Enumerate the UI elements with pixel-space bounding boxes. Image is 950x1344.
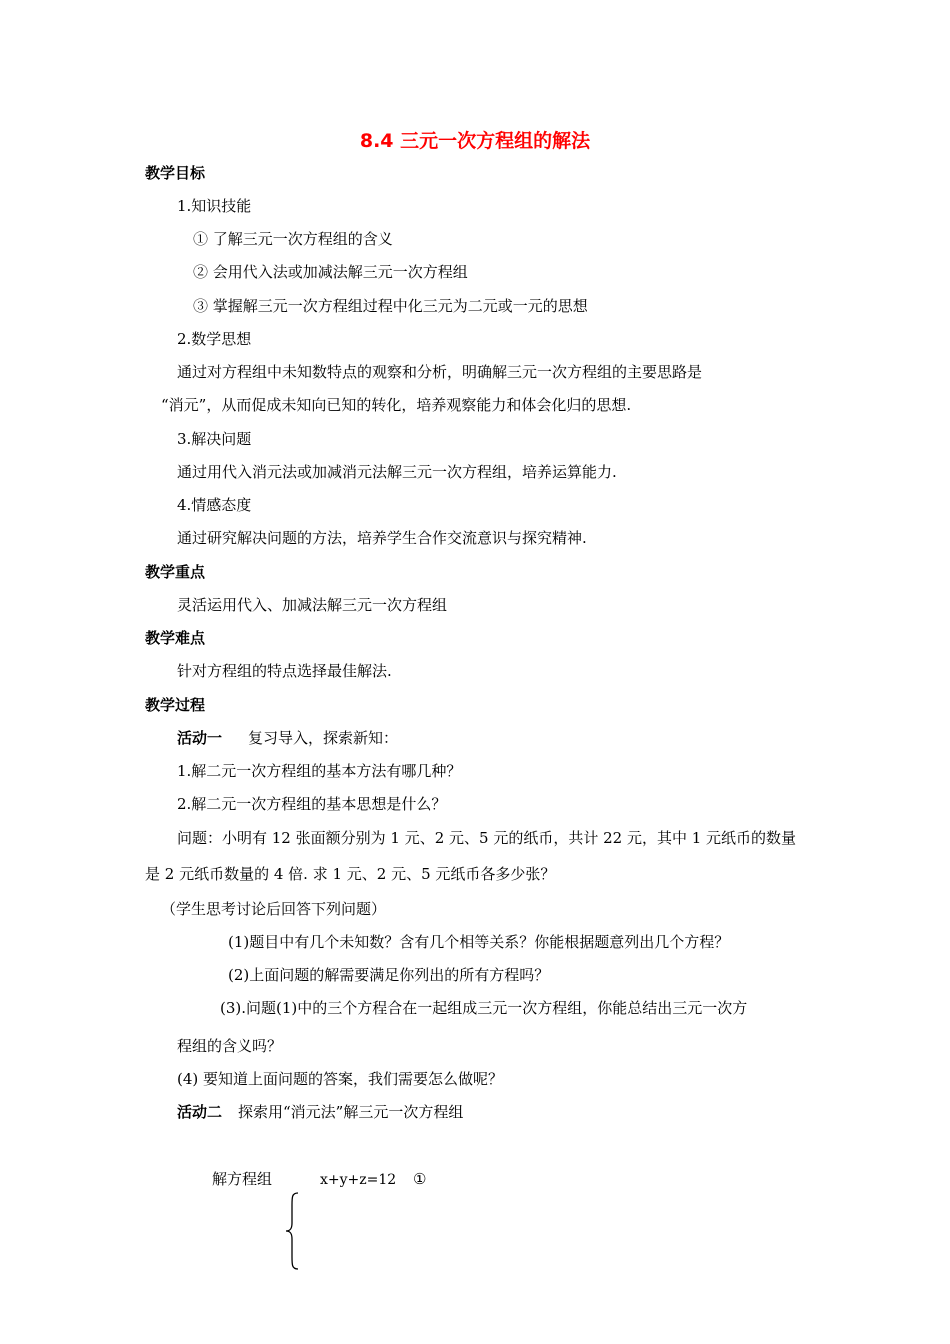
objectives-heading: 教学目标 xyxy=(145,164,206,182)
solve-system-label: 解方程组 xyxy=(212,1170,273,1188)
discussion-question-2: (2)上面问题的解需要满足你列出的所有方程吗？ xyxy=(228,966,550,984)
discussion-question-3-line-1: (3).问题(1)中的三个方程合在一起组成三元一次方程组，你能总结出三元一次方 xyxy=(220,999,748,1017)
equation-1: x+y+z=12 xyxy=(320,1172,397,1188)
word-problem-line-1: 问题：小明有 12 张面额分别为 1 元、2 元、5 元的纸币，共计 22 元，其中 1 元纸币的数量 xyxy=(177,829,797,847)
discussion-question-1: (1)题目中有几个未知数？含有几个相等关系？你能根据题意列出几个方程？ xyxy=(228,933,730,951)
problem-solving-text: 通过用代入消元法或加减消元法解三元一次方程组，培养运算能力. xyxy=(177,463,617,481)
skill-item-1: ① 了解三元一次方程组的含义 xyxy=(193,230,393,248)
skill-item-2: ② 会用代入法或加减法解三元一次方程组 xyxy=(193,263,468,281)
thinking-text-line-1: 通过对方程组中未知数特点的观察和分析，明确解三元一次方程组的主要思路是 xyxy=(177,363,703,381)
skill-item-3: ③ 掌握解三元一次方程组过程中化三元为二元或一元的思想 xyxy=(193,297,588,315)
activity-1 xyxy=(177,728,398,748)
activity-2-label: 活动二 xyxy=(177,1103,223,1121)
key-points-text: 灵活运用代入、加减法解三元一次方程组 xyxy=(177,596,448,614)
attitude-text: 通过研究解决问题的方法，培养学生合作交流意识与探究精神. xyxy=(177,529,587,547)
activity-2 xyxy=(177,1102,463,1122)
discussion-note: （学生思考讨论后回答下列问题） xyxy=(161,900,387,918)
discussion-question-4: (4) 要知道上面问题的答案，我们需要怎么做呢？ xyxy=(177,1070,504,1088)
word-problem-line-2: 是 2 元纸币数量的 4 倍. 求 1 元、2 元、5 元纸币各多少张？ xyxy=(145,865,556,883)
equation-1-number: ① xyxy=(413,1170,427,1188)
problem-solving-subtitle: 3.解决问题 xyxy=(177,430,252,448)
activity-2-title: 探索用“消元法”解三元一次方程组 xyxy=(238,1103,464,1121)
document-title: 8.4 三元一次方程组的解法 xyxy=(359,130,591,152)
difficulties-heading: 教学难点 xyxy=(145,629,206,647)
skills-subtitle: 1.知识技能 xyxy=(177,197,252,215)
review-question-1: 1.解二元一次方程组的基本方法有哪几种？ xyxy=(177,762,462,780)
activity-1-label: 活动一 xyxy=(177,729,223,747)
thinking-text-line-2: “消元”，从而促成未知向已知的转化，培养观察能力和体会化归的思想. xyxy=(161,396,632,414)
key-points-heading: 教学重点 xyxy=(145,563,206,581)
attitude-subtitle: 4.情感态度 xyxy=(177,496,252,514)
review-question-2: 2.解二元一次方程组的基本思想是什么？ xyxy=(177,795,447,813)
discussion-question-3-line-2: 程组的含义吗？ xyxy=(177,1037,283,1055)
difficulties-text: 针对方程组的特点选择最佳解法. xyxy=(177,662,392,680)
activity-1-title: 复习导入，探索新知： xyxy=(248,729,399,747)
thinking-subtitle: 2.数学思想 xyxy=(177,330,252,348)
process-heading: 教学过程 xyxy=(145,696,206,714)
equation-brace-icon xyxy=(284,1191,306,1271)
